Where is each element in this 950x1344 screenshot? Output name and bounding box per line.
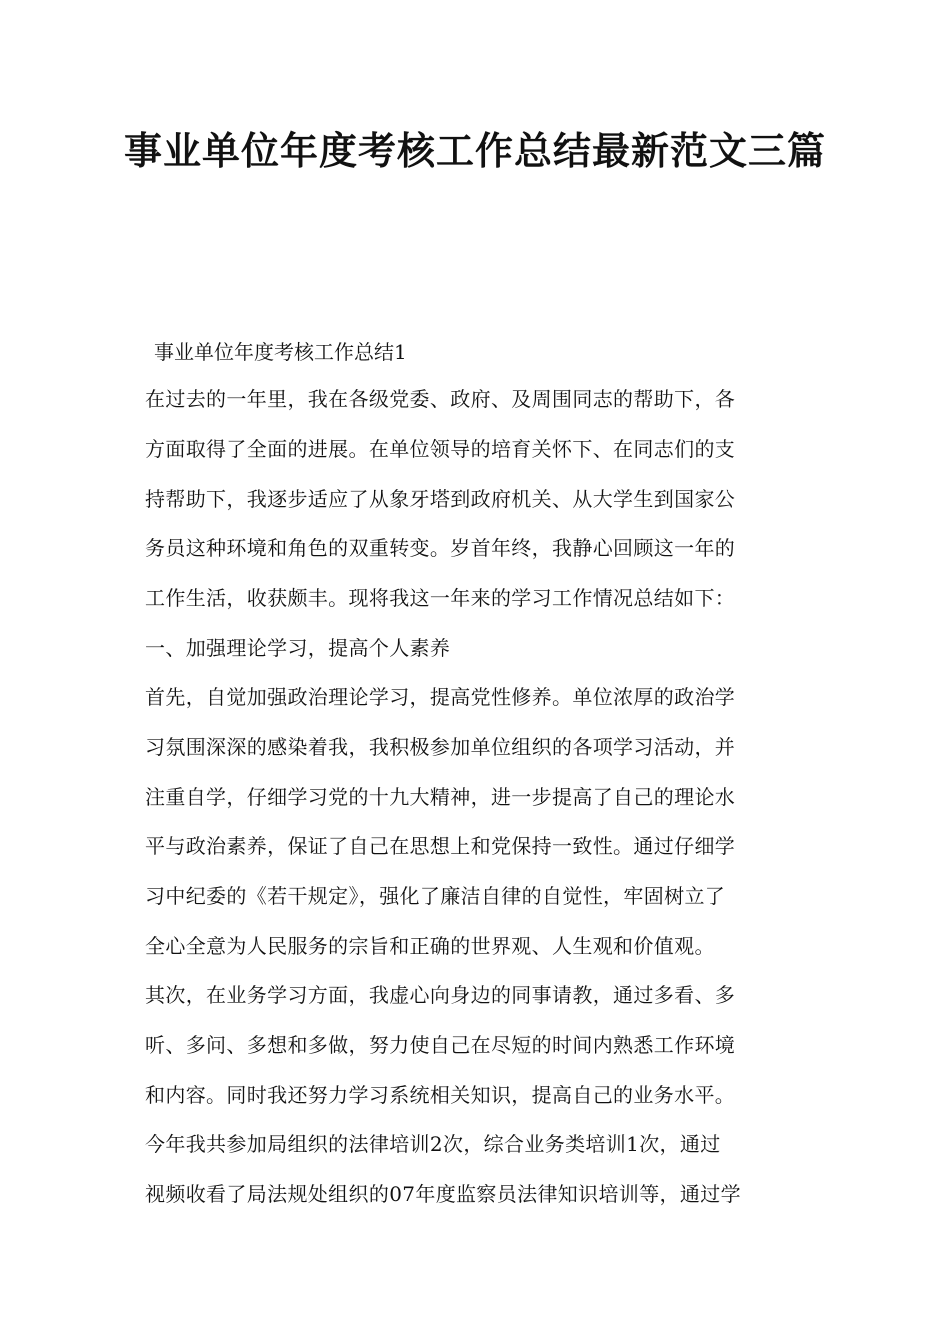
body-line-16: 今年我共参加局组织的法律培训2次，综合业务类培训1次，通过: [145, 1132, 721, 1156]
body-line-11: 习中纪委的《若干规定》，强化了廉洁自律的自觉性，牢固树立了: [145, 884, 726, 908]
body-line-2: 方面取得了全面的进展。在单位领导的培育关怀下、在同志们的支: [145, 437, 736, 461]
body-line-8: 习氛围深深的感染着我，我积极参加单位组织的各项学习活动，并: [145, 735, 736, 759]
body-line-12: 全心全意为人民服务的宗旨和正确的世界观、人生观和价值观。: [145, 934, 715, 958]
body-line-17: 视频收看了局法规处组织的07年度监察员法律知识培训等，通过学: [145, 1182, 741, 1206]
body-line-4: 务员这种环境和角色的双重转变。岁首年终，我静心回顾这一年的: [145, 536, 736, 560]
body-line-1: 在过去的一年里，我在各级党委、政府、及周围同志的帮助下，各: [145, 387, 736, 411]
body-line-7: 首先，自觉加强政治理论学习，提高党性修养。单位浓厚的政治学: [145, 685, 736, 709]
body-line-14: 听、多问、多想和多做，努力使自己在尽短的时间内熟悉工作环境: [145, 1033, 736, 1057]
body-line-15: 和内容。同时我还努力学习系统相关知识，提高自己的业务水平。: [145, 1083, 736, 1107]
body-line-13: 其次，在业务学习方面，我虚心向身边的同事请教，通过多看、多: [145, 983, 736, 1007]
body-line-5: 工作生活，收获颇丰。现将我这一年来的学习工作情况总结如下：: [145, 586, 736, 610]
subheading-line: 一、加强理论学习，提高个人素养: [145, 636, 451, 660]
body-line-3: 持帮助下，我逐步适应了从象牙塔到政府机关、从大学生到国家公: [145, 487, 736, 511]
section-heading: 事业单位年度考核工作总结1: [154, 340, 407, 364]
body-line-9: 注重自学，仔细学习党的十九大精神，进一步提高了自己的理论水: [145, 785, 736, 809]
body-line-10: 平与政治素养，保证了自己在思想上和党保持一致性。通过仔细学: [145, 834, 736, 858]
document-title: 事业单位年度考核工作总结最新范文三篇: [123, 129, 826, 173]
